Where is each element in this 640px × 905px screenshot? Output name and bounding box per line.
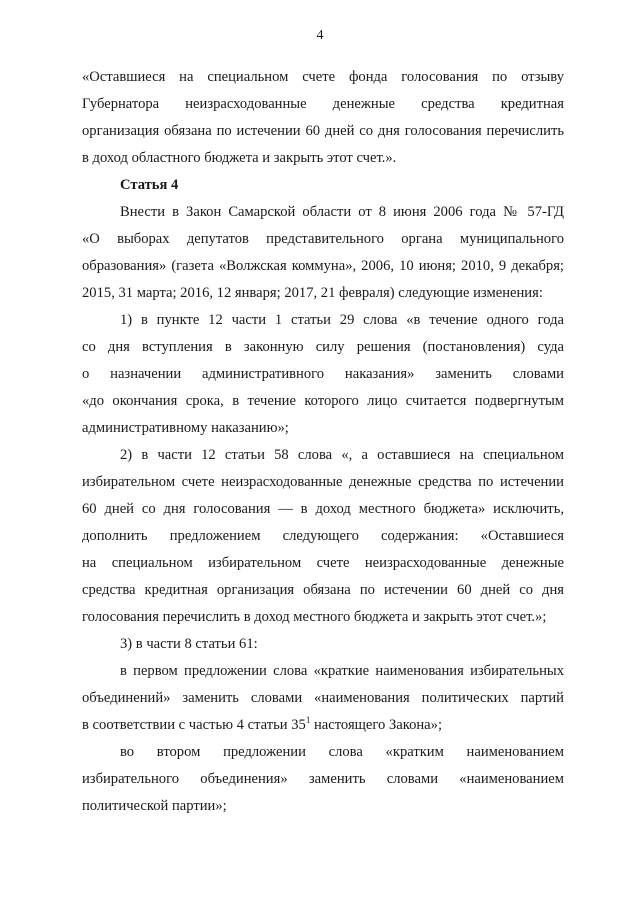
item3-sub2-line-3: политической партии»; <box>82 798 227 814</box>
quote-line-4: в доход областного бюджета и закрыть этот счет.». <box>82 150 397 166</box>
superscript-number: 1 <box>305 715 311 726</box>
item3-sub2-line-2: избирательного объединения» заменить словами «наименованием <box>82 771 564 787</box>
item2-line-4: дополнить предложением следующего содержания: «Оставшиеся <box>82 528 564 544</box>
item3-sub1-line-1: в первом предложении слова «краткие наименования избирательных <box>120 663 564 679</box>
item3-title: 3) в части 8 статьи 61: <box>120 636 258 652</box>
item1-line-3: о назначении административного наказания» заменить словами <box>82 366 564 382</box>
quote-line-1: «Оставшиеся на специальном счете фонда голосования по отзыву <box>82 69 564 85</box>
item2-line-6: средства кредитная организация обязана по истечении 60 дней со дня <box>82 582 564 598</box>
quote-line-3: организация обязана по истечении 60 дней со дня голосования перечислить <box>82 123 564 139</box>
item1-line-5: административному наказанию»; <box>82 420 289 436</box>
item1-line-4: «до окончания срока, в течение которого лицо считается подвергнутым <box>82 393 564 409</box>
intro-line-3: образования» (газета «Волжская коммуна», 2006, 10 июня; 2010, 9 декабря; <box>82 258 564 274</box>
item3-sub1-line-3-tail: настоящего Закона»; <box>310 717 443 733</box>
intro-line-2: «О выборах депутатов представительного органа муниципального <box>82 231 564 247</box>
item3-sub2-line-1: во втором предложении слова «кратким наименованием <box>120 744 564 760</box>
page-number: 4 <box>316 28 324 43</box>
article-heading: Статья 4 <box>120 177 179 193</box>
quote-line-2: Губернатора неизрасходованные денежные средства кредитная <box>82 96 564 112</box>
item2-line-1: 2) в части 12 статьи 58 слова «, а оставшиеся на специальном <box>120 447 564 463</box>
item3-sub1-line-2: объединений» заменить словами «наименования политических партий <box>82 690 564 706</box>
item2-line-3: 60 дней со дня голосования — в доход местного бюджета» исключить, <box>82 501 564 517</box>
intro-line-1: Внести в Закон Самарской области от 8 июня 2006 года № 57-ГД <box>120 204 564 220</box>
item2-line-5: на специальном избирательном счете неизрасходованные денежные <box>82 555 564 571</box>
item2-line-2: избирательном счете неизрасходованные денежные средства по истечении <box>82 474 564 490</box>
item3-sub1-line-3-text: в соответствии с частью 4 статьи 35 <box>82 717 306 733</box>
intro-line-4: 2015, 31 марта; 2016, 12 января; 2017, 21 февраля) следующие изменения: <box>82 285 543 301</box>
item2-line-7: голосования перечислить в доход местного бюджета и закрыть этот счет.»; <box>82 609 547 625</box>
item1-line-1: 1) в пункте 12 части 1 статьи 29 слова «в течение одного года <box>120 312 564 328</box>
item1-line-2: со дня вступления в законную силу решения (постановления) суда <box>82 339 564 355</box>
item3-sub1-line-3 <box>82 716 564 734</box>
